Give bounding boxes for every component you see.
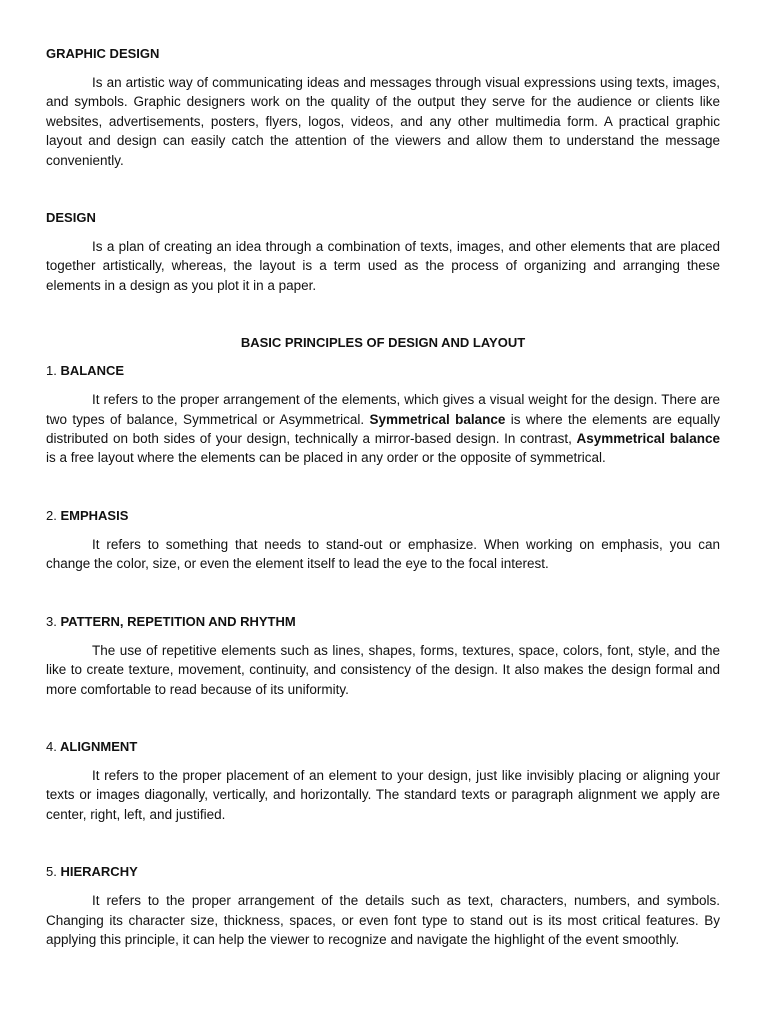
balance-text-1: It refers to the proper arrangement of the elements, which gives a visual weight for the design. There are two types of balance, Symmetrical or Asymmetrical. xyxy=(46,392,720,427)
balance-text-2: is where the elements are equally distributed on both sides of your design, technically a mirror-based design. In contrast, xyxy=(46,411,720,447)
principles-heading: BASIC PRINCIPLES OF DESIGN AND LAYOUT xyxy=(240,335,526,351)
graphic-design-paragraph: Is an artistic way of communicating ideas and messages through visual expressions using texts, images, and symbols. Graphic designers work on the quality of the output they serve for the audience or clients like websites, advertisements, posters, flyers, logos, videos, and any other multimedia form. A practical graphic layout and design can easily catch the attention of the viewers and allow them to understand the message conveniently. xyxy=(46,75,720,168)
balance-number: 1. xyxy=(46,363,57,379)
emphasis-paragraph: It refers to something that needs to stand-out or emphasize. When working on emphasis, you can change the color, size, or even the element itself to lead the eye to the focal interest. xyxy=(46,536,720,572)
hierarchy-heading xyxy=(46,862,720,881)
hierarchy-paragraph: It refers to the proper arrangement of the details such as text, characters, numbers, and symbols. Changing its character size, thickness, spaces, or even font type to stand out is its most critical features. By applying this principle, it can help the viewer to recognize and navigate the highlight of the event smoothly. xyxy=(46,893,720,947)
emphasis-number: 2. xyxy=(46,507,57,523)
symmetrical-balance-term: Symmetrical balance xyxy=(369,411,506,427)
balance-heading xyxy=(46,361,720,380)
balance-paragraph xyxy=(46,390,720,468)
alignment-paragraph: It refers to the proper placement of an element to your design, just like invisibly placing or aligning your texts or images diagonally, vertically, and horizontally. The standard texts or paragraph alignment we apply are center, right, left, and justified. xyxy=(46,767,720,822)
pattern-paragraph: The use of repetitive elements such as lines, shapes, forms, textures, space, colors, font, style, and the like to create texture, movement, continuity, and consistency of the design. It also makes the design formal and more comfortable to read because of its uniformity. xyxy=(46,642,720,697)
alignment-number: 4. xyxy=(46,738,57,754)
design-heading: DESIGN xyxy=(46,210,96,226)
pattern-heading xyxy=(46,612,720,631)
pattern-number: 3. xyxy=(46,613,57,629)
asymmetrical-balance-term: Asymmetrical balance xyxy=(576,431,720,447)
hierarchy-title: HIERARCHY xyxy=(60,864,138,880)
emphasis-title: EMPHASIS xyxy=(60,507,129,523)
pattern-title: PATTERN, REPETITION AND RHYTHM xyxy=(60,613,296,629)
alignment-heading xyxy=(46,737,720,756)
document-page xyxy=(46,44,720,949)
alignment-title: ALIGNMENT xyxy=(59,738,138,754)
design-paragraph: Is a plan of creating an idea through a combination of texts, images, and other elements that are placed together artistically, whereas, the layout is a term used as the process of organizing and arranging these elements in a design as you plot it in a paper. xyxy=(46,239,720,293)
balance-text-3: is a free layout where the elements can be placed in any order or the opposite of symmetrical. xyxy=(46,450,606,466)
emphasis-heading xyxy=(46,506,720,525)
hierarchy-number: 5. xyxy=(46,864,57,880)
balance-title: BALANCE xyxy=(60,363,125,379)
graphic-design-heading: GRAPHIC DESIGN xyxy=(46,46,160,61)
